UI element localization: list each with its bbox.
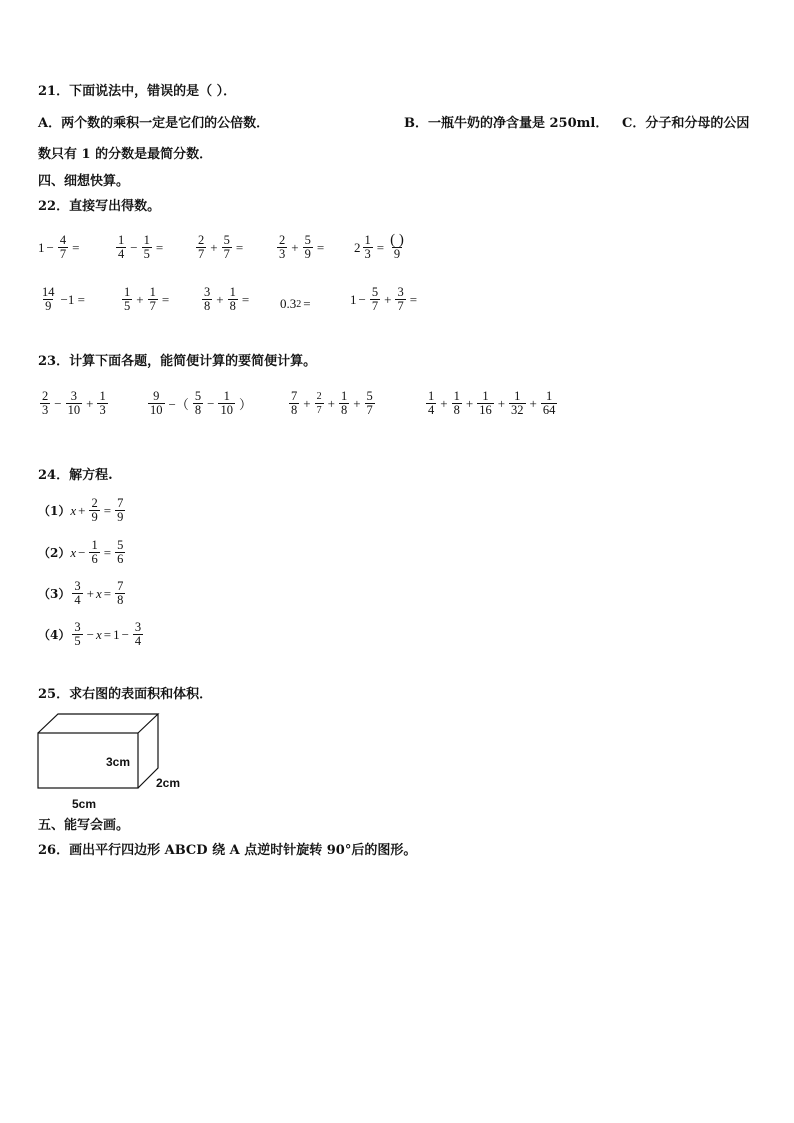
q22-expr-3: $\frac{2}{7}$ + $\frac{5}{7}$ = [198,233,244,261]
q23-expr-4: $\frac{1}{4}$ + $\frac{1}{8}$ + $\frac{1}{16}$ + $\frac{1}{32}$ + $\frac{1}{64}$ [428,389,556,417]
q22-expr-9: 0.3 2 = [280,296,311,311]
q24-equation-4: （4） $\frac{3}{5}$ − x = 1 − $\frac{3}{4}$ [38,620,142,648]
q22-expr-8: $\frac{3}{8}$ + $\frac{1}{8}$ = [204,285,250,313]
q23-stem: 23．计算下面各题，能简便计算的要简便计算。 [38,354,317,369]
q22-stem: 22．直接写出得数。 [38,199,161,214]
q22-expr-4: $\frac{2}{3}$ + $\frac{5}{9}$ = [279,233,325,261]
q24-equation-2: （2） x − $\frac{1}{6}$ = $\frac{5}{6}$ [38,538,124,566]
q22-expr-10: 1 − $\frac{5}{7}$ + $\frac{3}{7}$ = [350,285,418,313]
height-label: 3cm [106,755,131,769]
q22-expr-7: $\frac{1}{5}$ + $\frac{1}{7}$ = [124,285,170,313]
q23-expr-2: $\frac{9}{10}$ −（ $\frac{5}{8}$ − $\frac{1}{10}$ ） [150,389,252,417]
depth-label: 2cm [156,776,181,790]
q21-option-c-continued: 数只有 1 的分数是最简分数． [38,147,213,162]
length-label: 5cm [72,797,97,811]
section-4-heading: 四、细想快算。 [38,174,130,189]
cuboid-top-face [38,714,158,733]
q24-stem: 24．解方程. [38,468,113,483]
q21-stem: 21．下面说法中，错误的是（ ）． [38,84,237,99]
cuboid-side-face [138,714,158,788]
q24-equation-1: （1） x + $\frac{2}{9}$ = $\frac{7}{9}$ [38,496,124,524]
q21-option-c: C．分子和分母的公因 [622,116,750,131]
q21-option-a: A．两个数的乘积一定是它们的公倍数． [38,116,270,131]
q23-expr-3: $\frac{7}{8}$ + $\frac{2}{7}$ + $\frac{1}{8}$ + $\frac{5}{7}$ [291,389,373,417]
section-5-heading: 五、能写会画。 [38,818,130,833]
cuboid-figure [34,708,194,812]
q22-expr-1: 1 − $\frac{4}{7}$ = [38,233,80,261]
q22-expr-6: $\frac{14}{9}$ −1 = [42,285,85,313]
q24-equation-3: （3） $\frac{3}{4}$ + x = $\frac{7}{8}$ [38,579,124,607]
q23-expr-1: $\frac{2}{3}$ − $\frac{3}{10}$ + $\frac{1}{3}$ [42,389,106,417]
q25-stem: 25．求右图的表面积和体积． [38,687,213,702]
q22-expr-2: $\frac{1}{4}$ − $\frac{1}{5}$ = [118,233,164,261]
q26-stem: 26．画出平行四边形 ABCD 绕 A 点逆时针旋转 90°后的图形。 [38,843,417,858]
q22-expr-5: 2 $\frac{1}{3}$ = $\frac{( )}{9}$ [354,232,404,261]
q21-option-b: B．一瓶牛奶的净含量是 250ml． [404,116,609,131]
